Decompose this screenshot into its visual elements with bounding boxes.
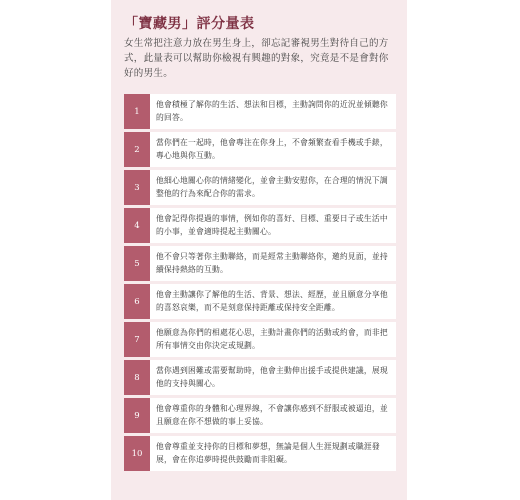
table-row xyxy=(124,360,396,395)
row-number: 8 xyxy=(124,360,150,395)
row-statement: 他不會只等著你主動聯絡，而是經常主動聯絡你，邀約見面，並持續保持熱絡的互動。 xyxy=(150,246,396,281)
rating-table xyxy=(124,94,396,474)
page-title: 「寶藏男」評分量表 xyxy=(124,16,255,32)
row-statement: 他願意為你們的相處花心思，主動計畫你們的活動或約會，而非把所有事情交由你決定或規劃。 xyxy=(150,322,396,357)
intro-text: 女生常把注意力放在男生身上，卻忘記審視男生對待自己的方式，此量表可以幫助你檢視有興趣的對象，究竟是不是會對你好的男生。 xyxy=(124,38,389,79)
table-row xyxy=(124,94,396,129)
row-number: 9 xyxy=(124,398,150,433)
row-number: 3 xyxy=(124,170,150,205)
row-statement: 他會尊重並支持你的目標和夢想，無論是個人生涯規劃或職涯發展，會在你追夢時提供鼓勵而非阻礙。 xyxy=(150,436,396,471)
row-number: 10 xyxy=(124,436,150,471)
table-row xyxy=(124,322,396,357)
row-statement: 他細心地關心你的情緒變化，並會主動安慰你，在合理的情況下調整他的行為來配合你的需求。 xyxy=(150,170,396,205)
row-statement: 他會尊重你的身體和心理界線，不會讓你感到不舒服或被逼迫，並且願意在你不想做的事上妥協。 xyxy=(150,398,396,433)
row-statement: 當你遇到困難或需要幫助時，他會主動伸出援手或提供建議，展現他的支持與關心。 xyxy=(150,360,396,395)
row-number: 7 xyxy=(124,322,150,357)
table-row xyxy=(124,436,396,471)
table-row xyxy=(124,208,396,243)
table-row xyxy=(124,132,396,167)
row-number: 4 xyxy=(124,208,150,243)
row-statement: 他會記得你提過的事情，例如你的喜好、目標、重要日子或生活中的小事，並會適時提起主動關心。 xyxy=(150,208,396,243)
table-row xyxy=(124,246,396,281)
table-row xyxy=(124,170,396,205)
row-number: 5 xyxy=(124,246,150,281)
row-number: 2 xyxy=(124,132,150,167)
row-statement: 他會積極了解你的生活、想法和目標，主動詢問你的近況並傾聽你的回答。 xyxy=(150,94,396,129)
row-number: 1 xyxy=(124,94,150,129)
table-row xyxy=(124,284,396,319)
row-statement: 他會主動讓你了解他的生活、背景、想法、經歷，並且願意分享他的喜怒哀樂，而不是刻意保持距離或保持安全距離。 xyxy=(150,284,396,319)
row-number: 6 xyxy=(124,284,150,319)
row-statement: 當你們在一起時，他會專注在你身上，不會頻繁查看手機或手錶，專心地與你互動。 xyxy=(150,132,396,167)
table-row xyxy=(124,398,396,433)
